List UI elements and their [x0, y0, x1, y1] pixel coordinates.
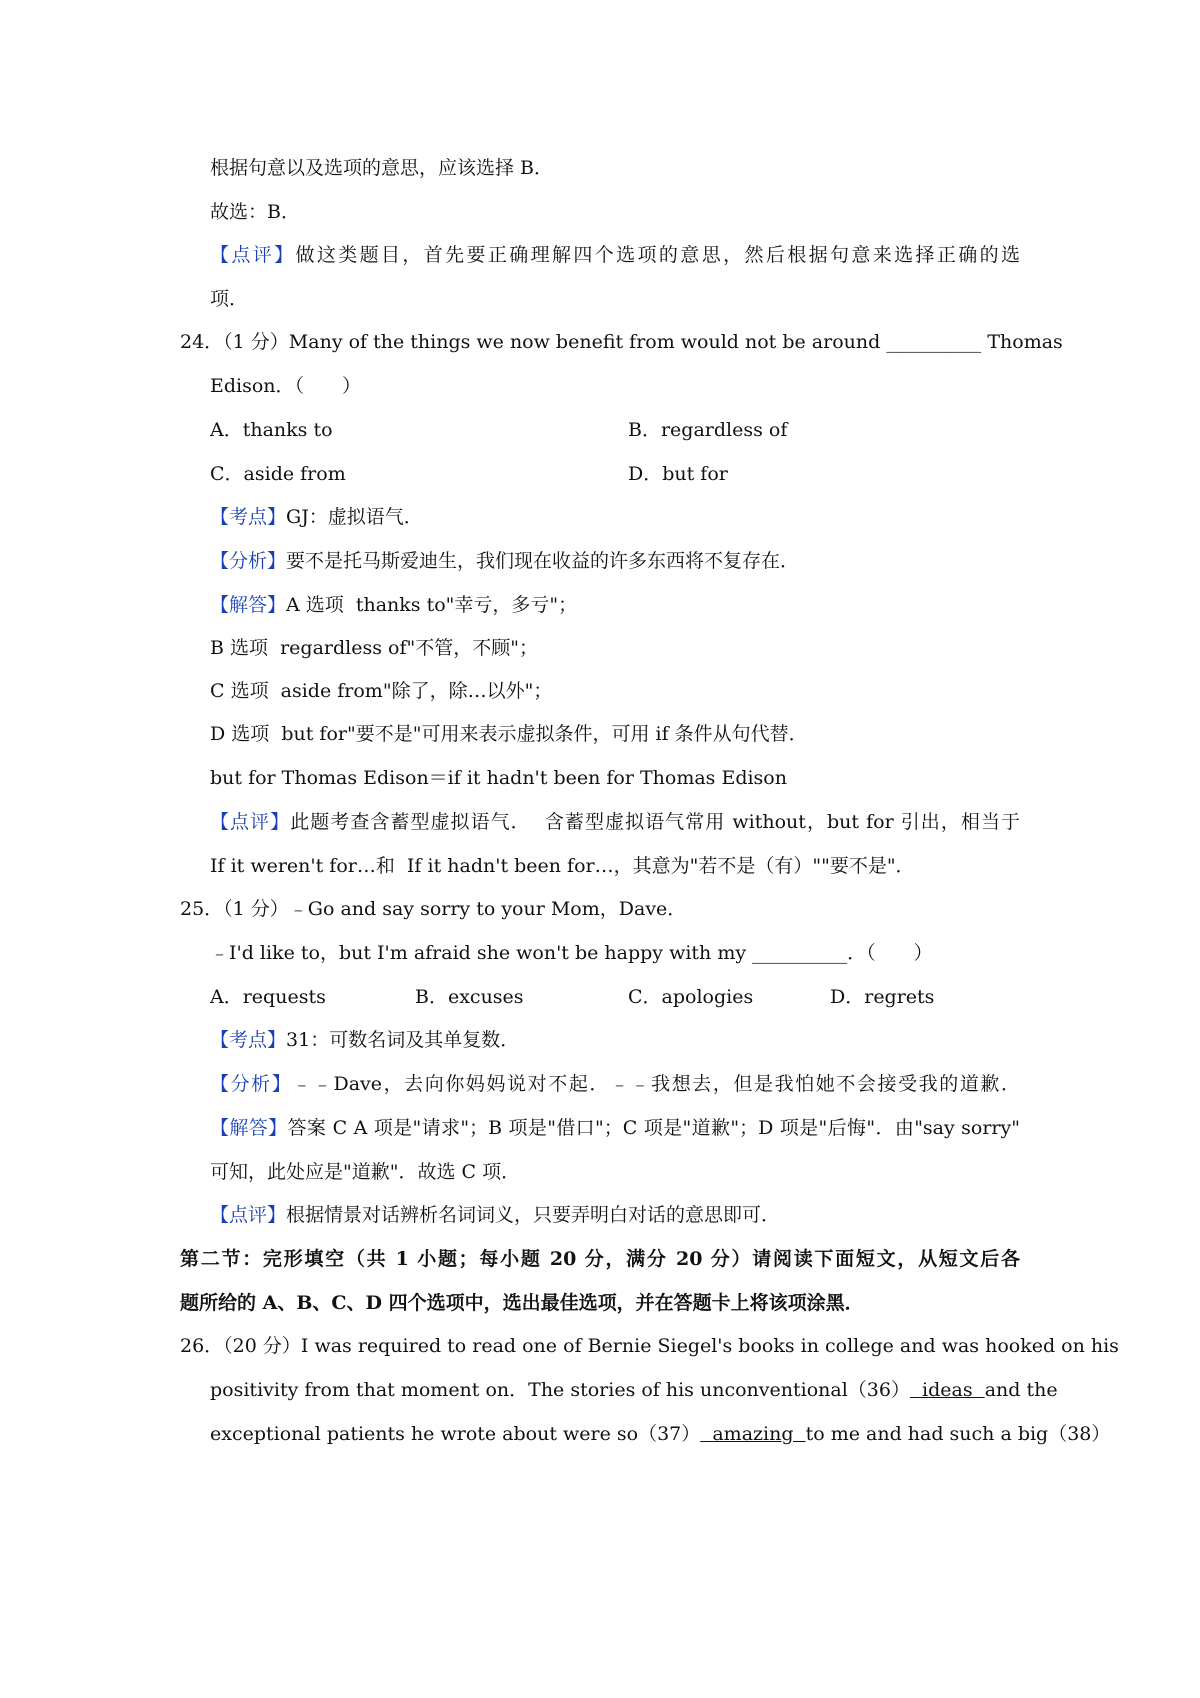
q25-analysis-line: 【分析】﹣﹣Dave，去向你妈妈说对不起．﹣﹣我想去，但是我怕她不会接受我的道歉．: [210, 1073, 1020, 1095]
q25-option-b: B．excuses: [415, 986, 524, 1008]
q24-answer-line-1: 【解答】A 选项 thanks to"幸亏，多亏"；: [210, 594, 578, 616]
q25-answer-line-1: 【解答】答案 C A 项是"请求"；B 项是"借口"；C 项是"道歉"；D 项是"后悔"．由"say sorry": [210, 1117, 1020, 1139]
q24-option-b: B．regardless of: [628, 419, 788, 441]
q24-review-line-1: 【点评】此题考查含蓄型虚拟语气． 含蓄型虚拟语气常用 without，but for 引出，相当于: [210, 811, 1020, 833]
q25-stem-line-2: ﹣I'd like to，but I'm afraid she won't be happy with my __________．（ ）: [210, 942, 933, 964]
section-2-heading-line-1: 第二节：完形填空（共 1 小题；每小题 20 分，满分 20 分）请阅读下面短文，从短文后各: [180, 1248, 1020, 1270]
q24-answer-line-4: D 选项 but for"要不是"可用来表示虚拟条件，可用 if 条件从句代替．: [210, 723, 808, 745]
q23-review-line-1: [210, 243, 1020, 267]
q24-review-line-2: If it weren't for…和 If it hadn't been for…，其意为"若不是（有）""要不是"．: [210, 855, 915, 877]
q23-review-line-2: 项．: [210, 288, 249, 310]
point-tag: 【考点】: [210, 1029, 287, 1051]
q24-stem-line-1: 24．（1 分）Many of the things we now benefit from would not be around __________ Thomas: [180, 331, 1063, 353]
point-tag: 【考点】: [210, 506, 287, 528]
q23-review-text: 做这类题目，首先要正确理解四个选项的意思，然后根据句意来选择正确的选: [295, 244, 1020, 266]
review-tag: 【点评】: [210, 811, 291, 833]
q24-analysis-line: 【分析】要不是托马斯爱迪生，我们现在收益的许多东西将不复存在．: [210, 550, 800, 572]
q23-conclusion-line: 故选：B．: [210, 201, 300, 223]
answer-tag: 【解答】: [210, 1117, 288, 1139]
q24-answer-line-3: C 选项 aside from"除了，除…以外"；: [210, 680, 553, 702]
q25-option-c: C．apologies: [628, 986, 754, 1008]
q24-option-c: C．aside from: [210, 463, 346, 485]
blank-answer-36: ideas: [909, 1379, 985, 1401]
q24-point-line: 【考点】GJ：虚拟语气．: [210, 506, 423, 528]
q24-stem-line-2: Edison．（ ）: [210, 375, 362, 397]
q26-passage-line-1: 26．（20 分）I was required to read one of Bernie Siegel's books in college and was hooked on his: [180, 1335, 1119, 1357]
q24-option-a: A．thanks to: [210, 419, 333, 441]
q24-answer-line-2: B 选项 regardless of"不管，不顾"；: [210, 637, 538, 659]
answer-tag: 【解答】: [210, 594, 287, 616]
q25-stem-line-1: 25．（1 分）﹣Go and say sorry to your Mom，Dave．: [180, 898, 687, 920]
q25-review-line: 【点评】根据情景对话辨析名词词义，只要弄明白对话的意思即可．: [210, 1204, 781, 1226]
q25-point-line: 【考点】31：可数名词及其单复数．: [210, 1029, 520, 1051]
analysis-tag: 【分析】: [210, 550, 287, 572]
q26-passage-line-2: positivity from that moment on．The stories of his unconventional（36） ideas and the: [210, 1379, 1058, 1401]
q23-explanation-line: 根据句意以及选项的意思，应该选择 B．: [210, 157, 554, 179]
q25-option-d: D．regrets: [830, 986, 935, 1008]
analysis-tag: 【分析】: [210, 1073, 293, 1095]
section-2-heading-line-2: 题所给的 A、B、C、D 四个选项中，选出最佳选项，并在答题卡上将该项涂黑．: [180, 1292, 864, 1314]
review-tag: 【点评】: [210, 1204, 287, 1226]
q25-option-a: A．requests: [210, 986, 326, 1008]
review-tag: 【点评】: [210, 244, 296, 266]
blank-answer-37: amazing: [700, 1423, 806, 1445]
q25-answer-line-2: 可知，此处应是"道歉"．故选 C 项．: [210, 1161, 521, 1183]
q24-option-d: D．but for: [628, 463, 728, 485]
q26-passage-line-3: exceptional patients he wrote about were so（37） amazing to me and had such a big（38）: [210, 1423, 1111, 1445]
q24-answer-line-5: but for Thomas Edison＝if it hadn't been for Thomas Edison: [210, 767, 787, 789]
